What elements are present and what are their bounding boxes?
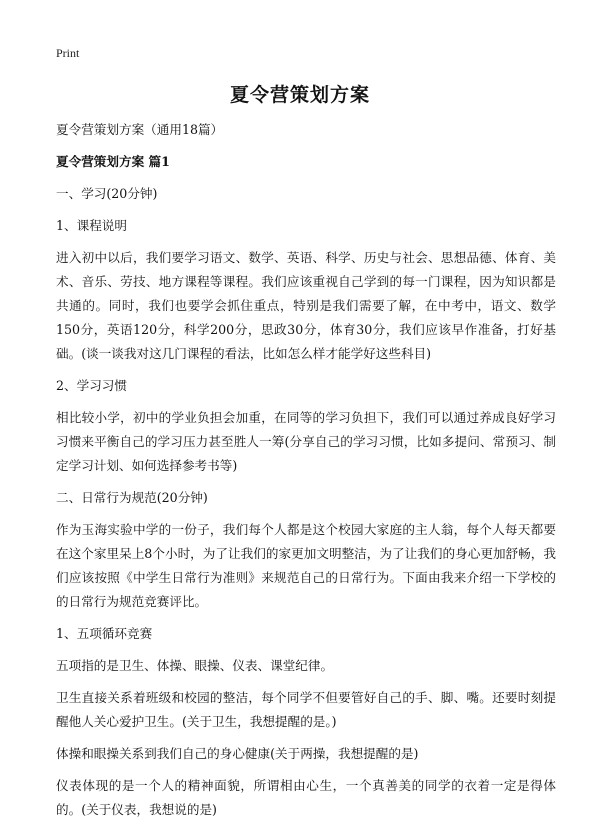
paragraph-courses: 进入初中以后，我们要学习语文、数学、英语、科学、历史与社会、思想品德、体育、美术、音乐、劳技、地方课程等课程。我们应该重视自己学到的每一门课程，因为知识都是共通的。同时，我们也要学会抓住重点，特别是我们需要了解，在中考中，语文、数学150分，英语120分，科学200分，思政30分，体育30分，我们应该早作准备，打好基础。(谈一谈我对这几门课程的看法，比如怎么样才能学好这些科目) xyxy=(56,250,556,361)
paragraph-study-habits: 相比较小学，初中的学业负担会加重，在同等的学习负担下，我们可以通过养成良好学习习惯来平衡自己的学习压力甚至胜人一筹(分享自己的学习习惯，比如多提问、常预习、制定学习计划、如何选择参考书等) xyxy=(56,410,556,473)
paragraph-five-items: 五项指的是卫生、体操、眼操、仪表、课堂纪律。 xyxy=(56,658,334,673)
document-title: 夏令营策划方案 xyxy=(229,84,370,106)
document-body xyxy=(56,118,556,830)
paragraph-behavior-norms: 作为玉海实验中学的一份子，我们每个人都是这个校园大家庭的主人翁，每个人每天都要在这个家里呆上8个小时，为了让我们的家更加文明整洁，为了让我们的身心更加舒畅，我们应该按照《中学生日常行为准则》来规范自己的日常行为。下面由我来介绍一下学校的的日常行为规范竞赛评比。 xyxy=(56,522,556,609)
document-subtitle: 夏令营策划方案（通用18篇） xyxy=(56,122,224,137)
heading-study: 一、学习(20分钟) xyxy=(56,186,158,201)
heading-five-item-contest: 1、五项循环竞赛 xyxy=(56,626,153,641)
section-title: 夏令营策划方案 篇1 xyxy=(56,154,170,169)
heading-course-description: 1、课程说明 xyxy=(56,218,127,233)
paragraph-exercises: 体操和眼操关系到我们自己的身心健康(关于两操，我想提醒的是) xyxy=(56,746,419,761)
paragraph-hygiene: 卫生直接关系着班级和校园的整洁，每个同学不但要管好自己的手、脚、嘴。还要时刻提醒他人关心爱护卫生。(关于卫生，我想提醒的是。) xyxy=(56,690,556,729)
heading-behavior-norms: 二、日常行为规范(20分钟) xyxy=(56,490,208,505)
paragraph-appearance: 仪表体现的是一个人的精神面貌，所谓相由心生，一个真善美的同学的衣着一定是得体的。(关于仪表，我想说的是) xyxy=(56,778,556,817)
heading-study-habits: 2、学习习惯 xyxy=(56,378,127,393)
print-link[interactable]: Print xyxy=(56,46,80,60)
